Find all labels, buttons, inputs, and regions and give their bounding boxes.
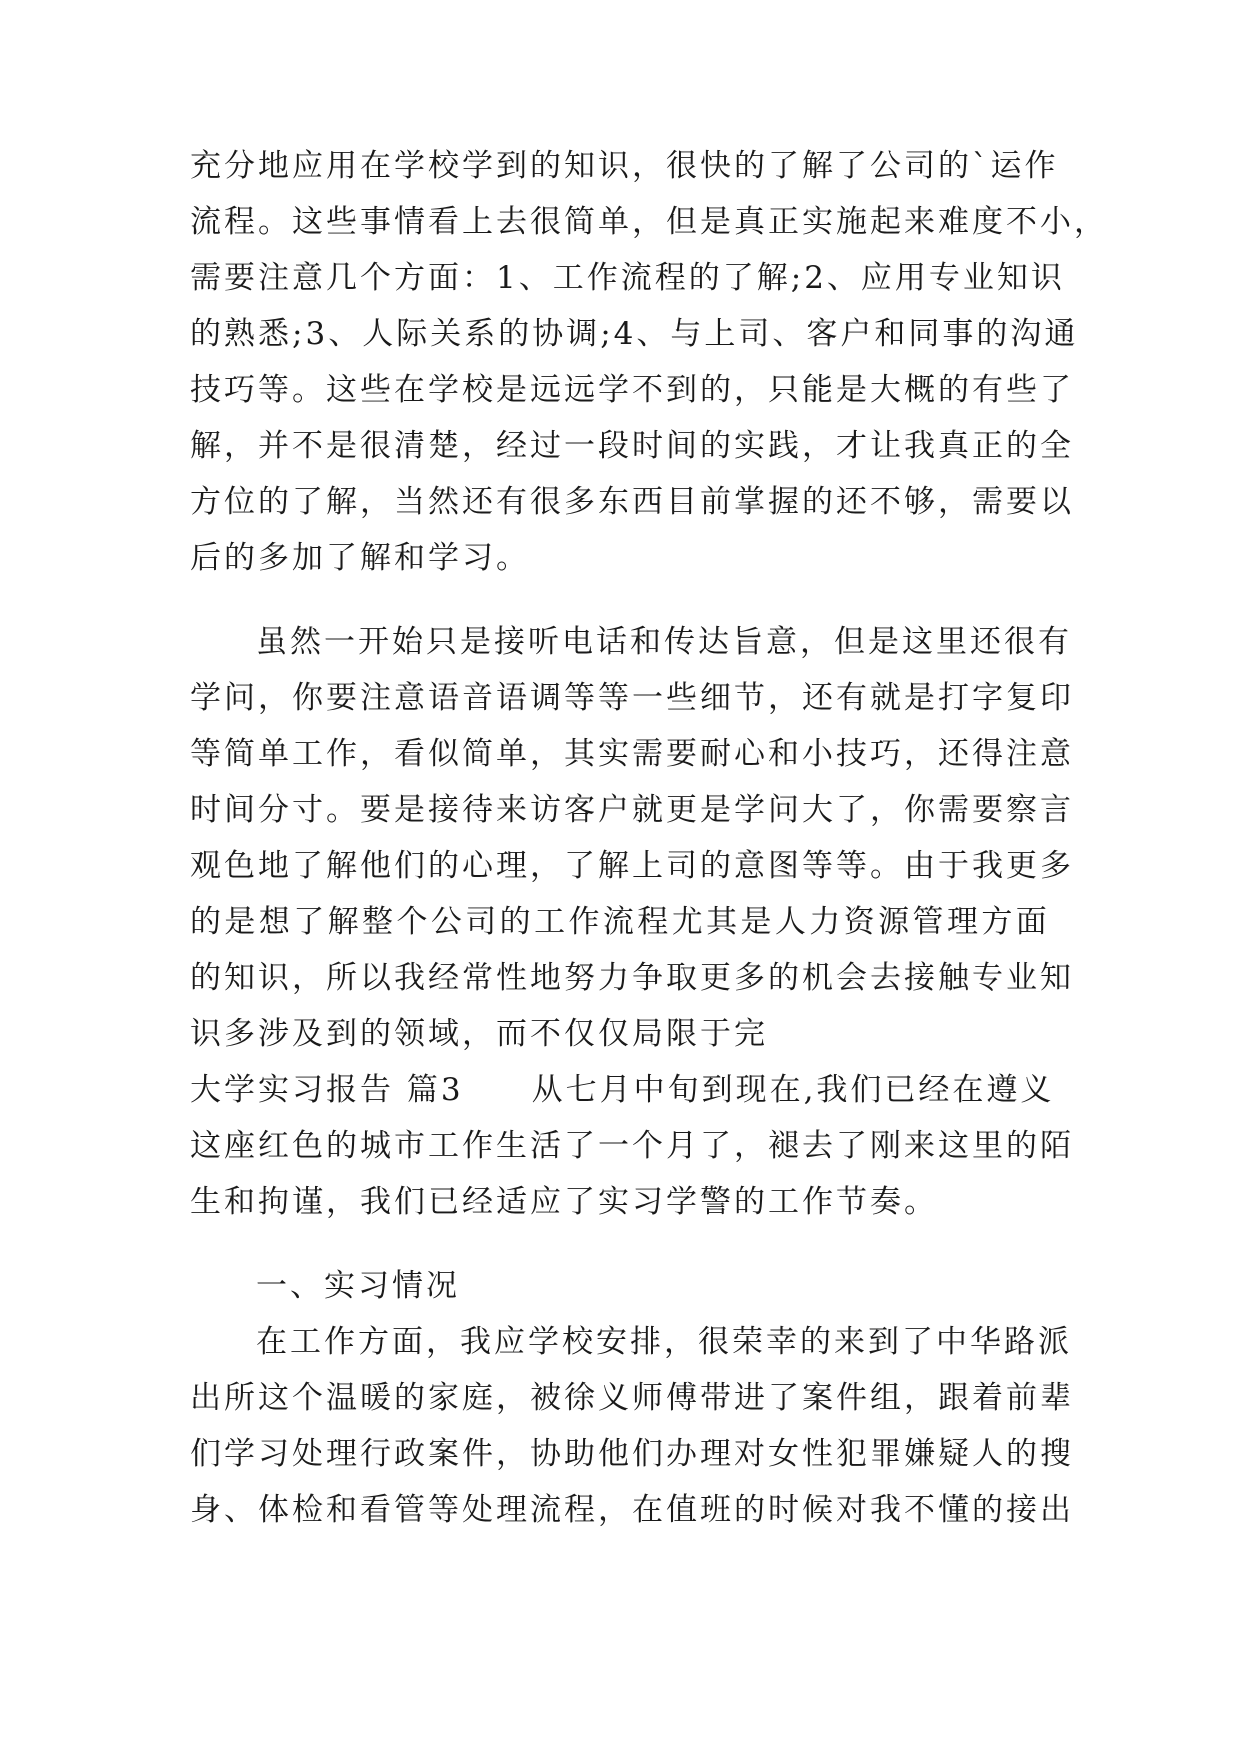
text-line: 后的多加了解和学习。 xyxy=(190,540,530,576)
text-line: 方 位 的 了 解 ， 当 然 还 有 很 多 东 西 目 前 掌 握 的 还 不 够 ， 需 要 以 xyxy=(190,484,1074,520)
paragraph-first-line: 虽 然 一 开 始 只 是 接 听 电 话 和 传 达 旨 意 ， 但 是 这 里 还 很 有 xyxy=(256,624,1072,660)
section-heading-line: 大学实习报告 篇3 从七月中旬到现在,我们已经在遵义 xyxy=(190,1072,1055,1108)
text-line: 需 要 注 意 几 个 方 面 ： 1 、 工 作 流 程 的 了 解 ; 2 、 应 用 专 业 知 识 xyxy=(190,260,1065,296)
text-line: 观 色 地 了 解 他 们 的 心 理 ， 了 解 上 司 的 意 图 等 等 。 由 于 我 更 多 xyxy=(190,848,1074,884)
subheading: 一、实习情况 xyxy=(256,1268,460,1304)
text-line: 流 程 。 这 些 事 情 看 上 去 很 简 单 ， 但 是 真 正 实 施 起 来 难 度 不 小 ， xyxy=(190,204,1108,240)
text-line: 的 是 想 了 解 整 个 公 司 的 工 作 流 程 尤 其 是 人 力 资 源 管 理 方 面 xyxy=(190,904,1050,940)
text-line: 的 熟 悉 ; 3 、 人 际 关 系 的 协 调 ; 4 、 与 上 司 、 客 户 和 同 事 的 沟 通 xyxy=(190,316,1079,352)
text-line: 的 知 识 ， 所 以 我 经 常 性 地 努 力 争 取 更 多 的 机 会 去 接 触 专 业 知 xyxy=(190,960,1074,996)
text-line: 们 学 习 处 理 行 政 案 件 ， 协 助 他 们 办 理 对 女 性 犯 罪 嫌 疑 人 的 搜 xyxy=(190,1436,1074,1472)
text-line: 学 问 ， 你 要 注 意 语 音 语 调 等 等 一 些 细 节 ， 还 有 就 是 打 字 复 印 xyxy=(190,680,1074,716)
text-line: 时 间 分 寸 。 要 是 接 待 来 访 客 户 就 更 是 学 问 大 了 ， 你 需 要 察 言 xyxy=(190,792,1074,828)
text-line: 生和拘谨，我们已经适应了实习学警的工作节奏。 xyxy=(190,1184,938,1220)
paragraph-first-line: 在 工 作 方 面 ， 我 应 学 校 安 排 ， 很 荣 幸 的 来 到 了 中 华 路 派 xyxy=(256,1324,1072,1360)
text-line: 等 简 单 工 作 ， 看 似 简 单 ， 其 实 需 要 耐 心 和 小 技 巧 ， 还 得 注 意 xyxy=(190,736,1074,772)
text-line: 这 座 红 色 的 城 市 工 作 生 活 了 一 个 月 了 ， 褪 去 了 刚 来 这 里 的 陌 xyxy=(190,1128,1074,1164)
text-line: 解 ， 并 不 是 很 清 楚 ， 经 过 一 段 时 间 的 实 践 ， 才 让 我 真 正 的 全 xyxy=(190,428,1074,464)
text-line: 识多涉及到的领域，而不仅仅局限于完 xyxy=(190,1016,768,1052)
text-line: 充 分 地 应 用 在 学 校 学 到 的 知 识 ， 很 快 的 了 解 了 公 司 的 ` 运 作 xyxy=(190,148,1059,184)
text-line: 出 所 这 个 温 暖 的 家 庭 ， 被 徐 义 师 傅 带 进 了 案 件 组 ， 跟 着 前 辈 xyxy=(190,1380,1074,1416)
text-line: 身 、 体 检 和 看 管 等 处 理 流 程 ， 在 值 班 的 时 候 对 我 不 懂 的 接 出 xyxy=(190,1492,1074,1528)
text-line: 技 巧 等 。 这 些 在 学 校 是 远 远 学 不 到 的 ， 只 能 是 大 概 的 有 些 了 xyxy=(190,372,1074,408)
